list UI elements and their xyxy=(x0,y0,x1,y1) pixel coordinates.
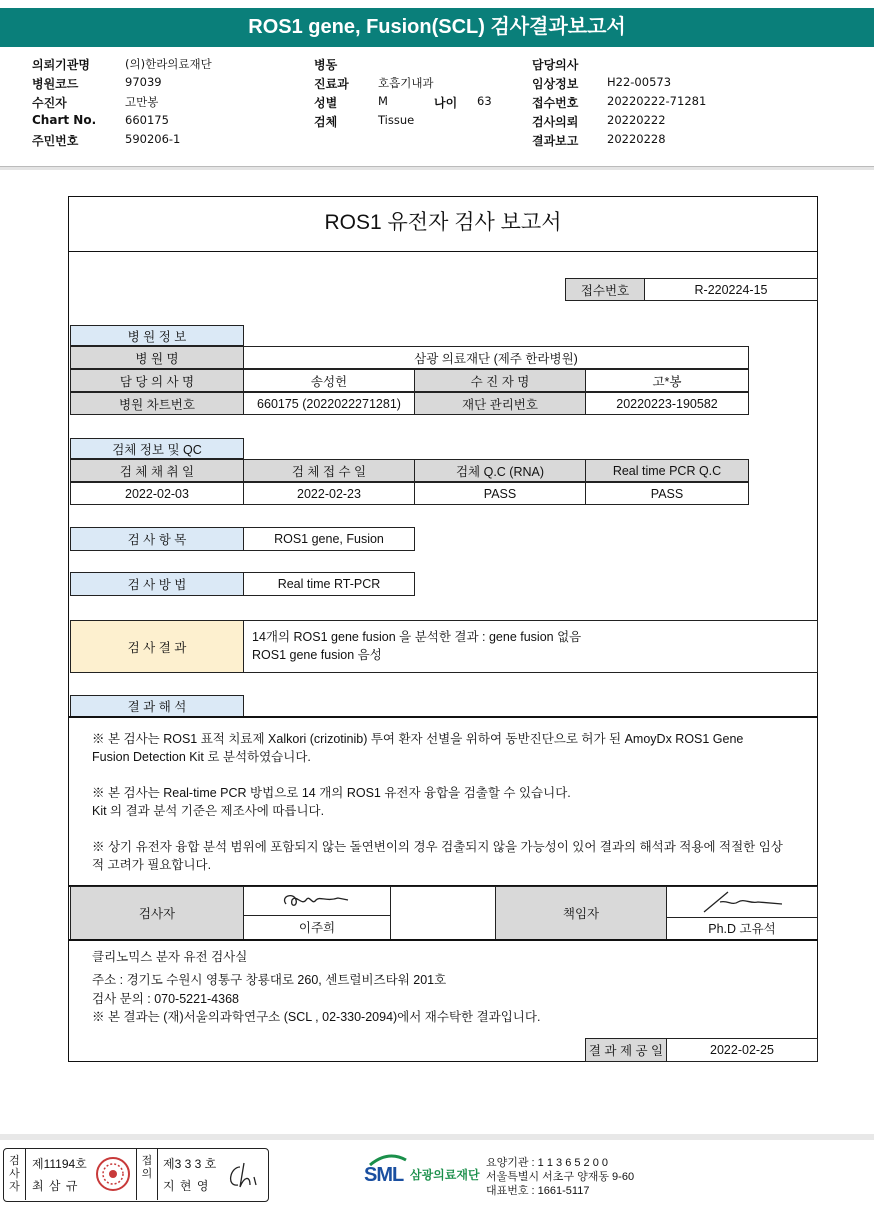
responsible-name: Ph.D 고유석 xyxy=(708,922,776,936)
meta-label: 임상정보 xyxy=(532,77,579,91)
interp-text: Fusion Detection Kit 로 분석하였습니다. xyxy=(92,750,311,764)
receipt-value: R-220224-15 xyxy=(644,278,818,301)
section-hospital: 병 원 정 보 xyxy=(70,325,244,346)
divider xyxy=(0,167,874,170)
meta-value: 97039 xyxy=(125,75,162,89)
meta-label: 병원코드 xyxy=(32,77,79,91)
approver-label: 검사자 xyxy=(4,1149,26,1200)
report-frame xyxy=(68,196,816,1062)
meta-value: 호흡기내과 xyxy=(378,76,434,90)
meta-value: (의)한라의료재단 xyxy=(125,57,212,71)
meta-label: 결과보고 xyxy=(532,134,579,148)
meta-value: 고만봉 xyxy=(125,95,159,109)
specimen-value: 2022-02-03 xyxy=(70,482,244,505)
age-value: 63 xyxy=(477,94,492,108)
lab-info: 클리노믹스 분자 유전 검사실 xyxy=(92,950,248,964)
interp-text: 적 고려가 필요합니다. xyxy=(92,858,212,872)
specimen-value: 2022-02-23 xyxy=(243,482,415,505)
section-interpretation: 결 과 해 석 xyxy=(70,695,244,717)
specimen-value: PASS xyxy=(414,482,586,505)
meta-value: 590206-1 xyxy=(125,132,181,146)
test-method-label: 검 사 방 법 xyxy=(70,572,244,596)
sml-logo xyxy=(364,1154,408,1192)
org-name: 삼광의료재단 xyxy=(410,1168,480,1182)
meta-label: 검체 xyxy=(314,115,338,129)
report-title: ROS1 유전자 검사 보고서 xyxy=(324,211,562,234)
doctor-value: 송성헌 xyxy=(243,369,415,392)
confirmer-license: 제3 3 3 호 xyxy=(163,1157,217,1171)
mgmt-value: 20220223-190582 xyxy=(585,392,749,415)
responsible-label: 책임자 xyxy=(495,886,667,940)
approver-license: 제11194호 xyxy=(32,1157,87,1171)
lab-info: ※ 본 결과는 (재)서울의과학연구소 (SCL , 02-330-2094)에서 재수탁한 결과입니다. xyxy=(92,1010,541,1024)
footer-divider xyxy=(0,1134,874,1140)
meta-value: 20220228 xyxy=(607,132,666,146)
org-code: 요양기관 : 1 1 3 6 5 2 0 0 xyxy=(486,1157,609,1169)
meta-label: 병동 xyxy=(314,58,338,72)
result-line-2: ROS1 gene fusion 음성 xyxy=(252,648,382,662)
responsible-signature-icon xyxy=(698,888,788,916)
confirmer-name: 지 현 영 xyxy=(163,1179,210,1193)
meta-mid xyxy=(314,56,492,132)
age-label: 나이 xyxy=(434,96,458,110)
meta-value: 20220222-71281 xyxy=(607,94,707,108)
interp-text: ※ 상기 유전자 융합 분석 범위에 포함되지 않는 돌연변이의 경우 검출되지 않을 가능성이 있어 결과의 해석과 적용에 적절한 임상 xyxy=(92,840,783,854)
logo-arc-icon xyxy=(368,1154,408,1166)
meta-value: 20220222 xyxy=(607,113,666,127)
chart-label: 병원 차트번호 xyxy=(70,392,244,415)
result-label: 검 사 결 과 xyxy=(70,620,244,673)
tester-name: 이주희 xyxy=(298,921,336,935)
approval-box xyxy=(3,1148,269,1202)
hospital-name-label: 병 원 명 xyxy=(70,346,244,369)
receipt-label: 접수번호 xyxy=(565,278,645,301)
doctor-label: 담 당 의 사 명 xyxy=(70,369,244,392)
specimen-value: PASS xyxy=(585,482,749,505)
chart-value: 660175 (2022022271281) xyxy=(243,392,415,415)
test-item-value: ROS1 gene, Fusion xyxy=(243,527,415,551)
specimen-header: 검체 Q.C (RNA) xyxy=(414,459,586,482)
sml-logo-text: SML xyxy=(364,1164,404,1186)
seal-icon xyxy=(94,1155,132,1193)
org-phone: 대표번호 : 1661-5117 xyxy=(486,1185,590,1197)
interp-text: ※ 본 검사는 ROS1 표적 치료제 Xalkori (crizotinib) 투여 환자 선별을 위하여 동반진단으로 허가 된 AmoyDx ROS1 Gene xyxy=(92,732,744,746)
report-header: ROS1 gene, Fusion(SCL) 검사결과보고서 xyxy=(0,8,874,47)
meta-label: 담당의사 xyxy=(532,58,579,72)
lab-info: 검사 문의 : 070-5221-4368 xyxy=(92,992,239,1006)
approver-name: 최 삼 규 xyxy=(32,1179,79,1193)
interp-text: Kit 의 결과 분석 기준은 제조사에 따릅니다. xyxy=(92,804,325,818)
interp-text: ※ 본 검사는 Real-time PCR 방법으로 14 개의 ROS1 유전자 융합을 검출할 수 있습니다. xyxy=(92,786,571,800)
tester-label: 검사자 xyxy=(70,886,244,940)
section-specimen: 검체 정보 및 QC xyxy=(70,438,244,459)
provide-value: 2022-02-25 xyxy=(666,1038,818,1062)
meta-label: Chart No. xyxy=(32,113,97,127)
meta-label: 의뢰기관명 xyxy=(32,58,90,72)
meta-label: 수진자 xyxy=(32,96,67,110)
meta-value: H22-00573 xyxy=(607,75,672,89)
meta-label: 성별 xyxy=(314,96,338,110)
meta-label: 진료과 xyxy=(314,77,349,91)
specimen-header: Real time PCR Q.C xyxy=(585,459,749,482)
confirmer-signature-icon xyxy=(222,1159,264,1191)
result-line-1: 14개의 ROS1 gene fusion 을 분석한 결과 : gene fusion 없음 xyxy=(252,630,582,644)
specimen-header: 검 체 채 취 일 xyxy=(70,459,244,482)
provide-label: 결 과 제 공 일 xyxy=(585,1038,667,1062)
hospital-name-value: 삼광 의료재단 (제주 한라병원) xyxy=(243,346,749,369)
tester-signature-icon xyxy=(278,890,358,914)
confirmer-label: 접의 xyxy=(136,1149,158,1200)
meta-right xyxy=(532,56,707,151)
org-address: 서울특별시 서초구 양재동 9-60 xyxy=(486,1171,635,1183)
test-method-value: Real time RT-PCR xyxy=(243,572,415,596)
meta-label: 주민번호 xyxy=(32,134,79,148)
lab-info: 주소 : 경기도 수원시 영통구 창룡대로 260, 센트럴비즈타워 201호 xyxy=(92,973,447,987)
specimen-header: 검 체 접 수 일 xyxy=(243,459,415,482)
meta-value: Tissue xyxy=(378,113,415,127)
meta-label: 접수번호 xyxy=(532,96,579,110)
patient-label: 수 진 자 명 xyxy=(414,369,586,392)
meta-left xyxy=(32,56,212,151)
mgmt-label: 재단 관리번호 xyxy=(414,392,586,415)
meta-value: 660175 xyxy=(125,113,169,127)
meta-label: 검사의뢰 xyxy=(532,115,579,129)
patient-value: 고*봉 xyxy=(585,369,749,392)
meta-value: M xyxy=(378,94,388,108)
test-item-label: 검 사 항 목 xyxy=(70,527,244,551)
